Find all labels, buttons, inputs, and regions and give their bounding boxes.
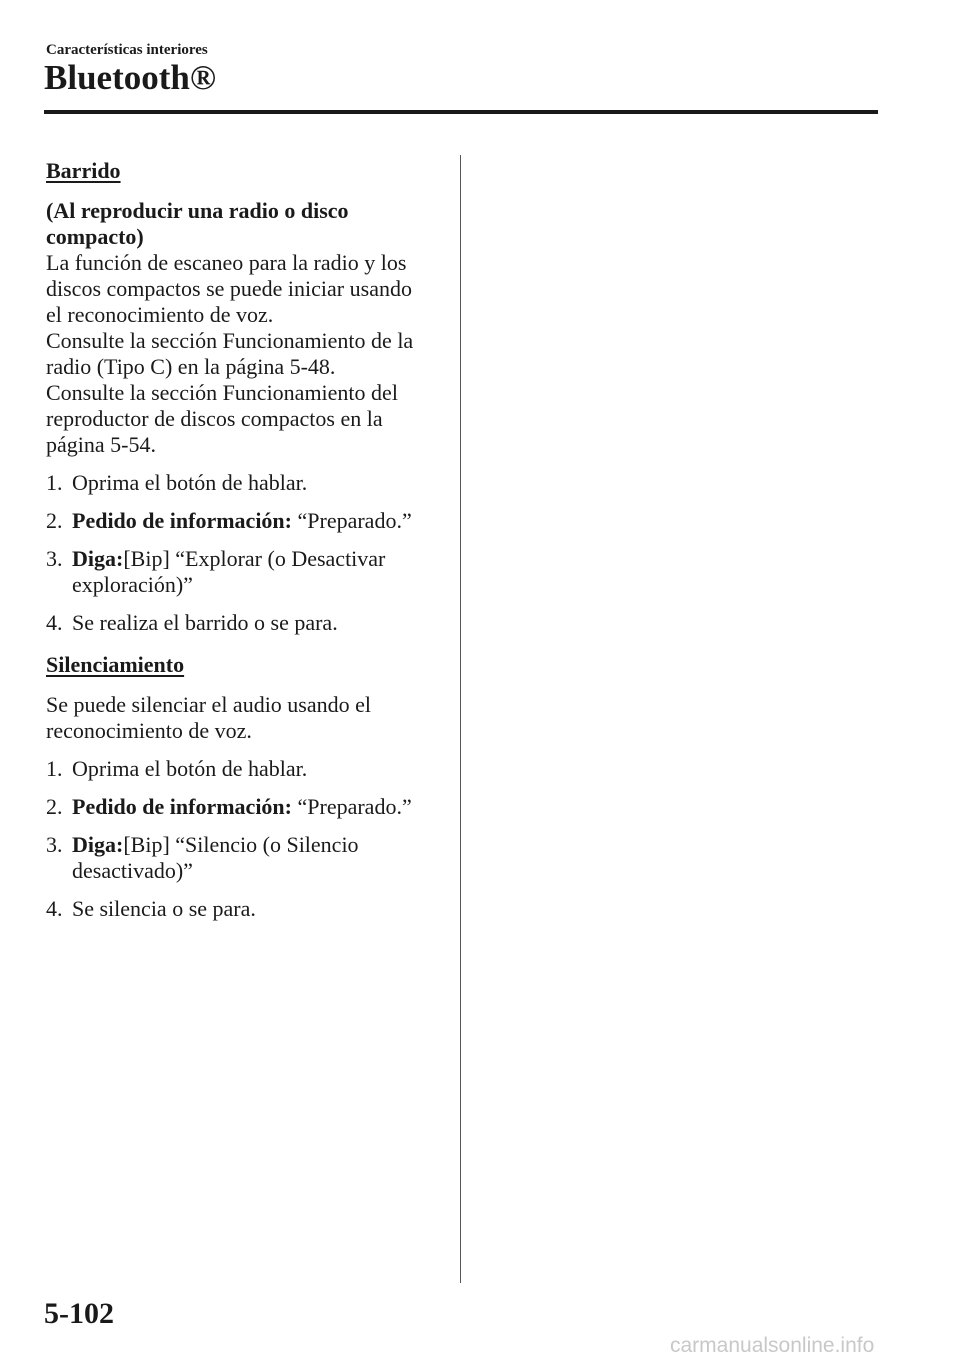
step-text: exploración)” (72, 572, 193, 597)
step-number: 3. (46, 832, 63, 857)
para-line: reconocimiento de voz. (46, 718, 252, 743)
step-label: Diga: (72, 546, 124, 571)
step-3 (46, 832, 441, 884)
para-line: reproductor de discos compactos en la (46, 406, 383, 431)
step-text: [Bip] “Silencio (o Silencio (123, 832, 359, 857)
step-text: Oprima el botón de hablar. (72, 470, 308, 495)
step-text: [Bip] “Explorar (o Desactivar (123, 546, 386, 571)
step-label: Diga: (72, 832, 124, 857)
step-text: desactivado)” (72, 858, 193, 883)
step-4 (46, 896, 441, 922)
step-number: 4. (46, 610, 63, 635)
column-divider (460, 155, 461, 1283)
step-2 (46, 508, 441, 534)
para-line: La función de escaneo para la radio y los (46, 250, 407, 275)
step-number: 3. (46, 546, 63, 571)
section-kicker: Características interiores (46, 42, 208, 58)
left-column (46, 158, 441, 922)
para-line: Consulte la sección Funcionamiento del (46, 380, 398, 405)
para-line: página 5-54. (46, 432, 156, 457)
heading-silenciamiento: Silenciamiento (46, 652, 185, 677)
para-line: radio (Tipo C) en la página 5-48. (46, 354, 336, 379)
step-text: Se silencia o se para. (72, 896, 256, 921)
step-number: 4. (46, 896, 63, 921)
para-line: el reconocimiento de voz. (46, 302, 274, 327)
para-line: Se puede silenciar el audio usando el (46, 692, 372, 717)
step-1 (46, 756, 441, 782)
step-label: Pedido de información: (72, 794, 292, 819)
page-number: 5-102 (44, 1297, 114, 1330)
step-4 (46, 610, 441, 636)
step-label: Pedido de información: (72, 508, 292, 533)
step-2 (46, 794, 441, 820)
step-number: 1. (46, 470, 63, 495)
heading-barrido: Barrido (46, 158, 121, 183)
header-rule (44, 110, 878, 114)
step-text: “Preparado.” (292, 794, 412, 819)
para-line: Consulte la sección Funcionamiento de la (46, 328, 414, 353)
step-text: Se realiza el barrido o se para. (72, 610, 338, 635)
step-number: 1. (46, 756, 63, 781)
subheading-line-1: (Al reproducir una radio o disco (46, 198, 349, 223)
step-3 (46, 546, 441, 598)
step-number: 2. (46, 794, 63, 819)
step-text: “Preparado.” (292, 508, 412, 533)
step-text: Oprima el botón de hablar. (72, 756, 308, 781)
subheading-line-2: compacto) (46, 224, 144, 249)
page-title: Bluetooth® (44, 58, 216, 97)
step-1 (46, 470, 441, 496)
step-number: 2. (46, 508, 63, 533)
para-line: discos compactos se puede iniciar usando (46, 276, 412, 301)
watermark: carmanualsonline.info (670, 1334, 875, 1357)
